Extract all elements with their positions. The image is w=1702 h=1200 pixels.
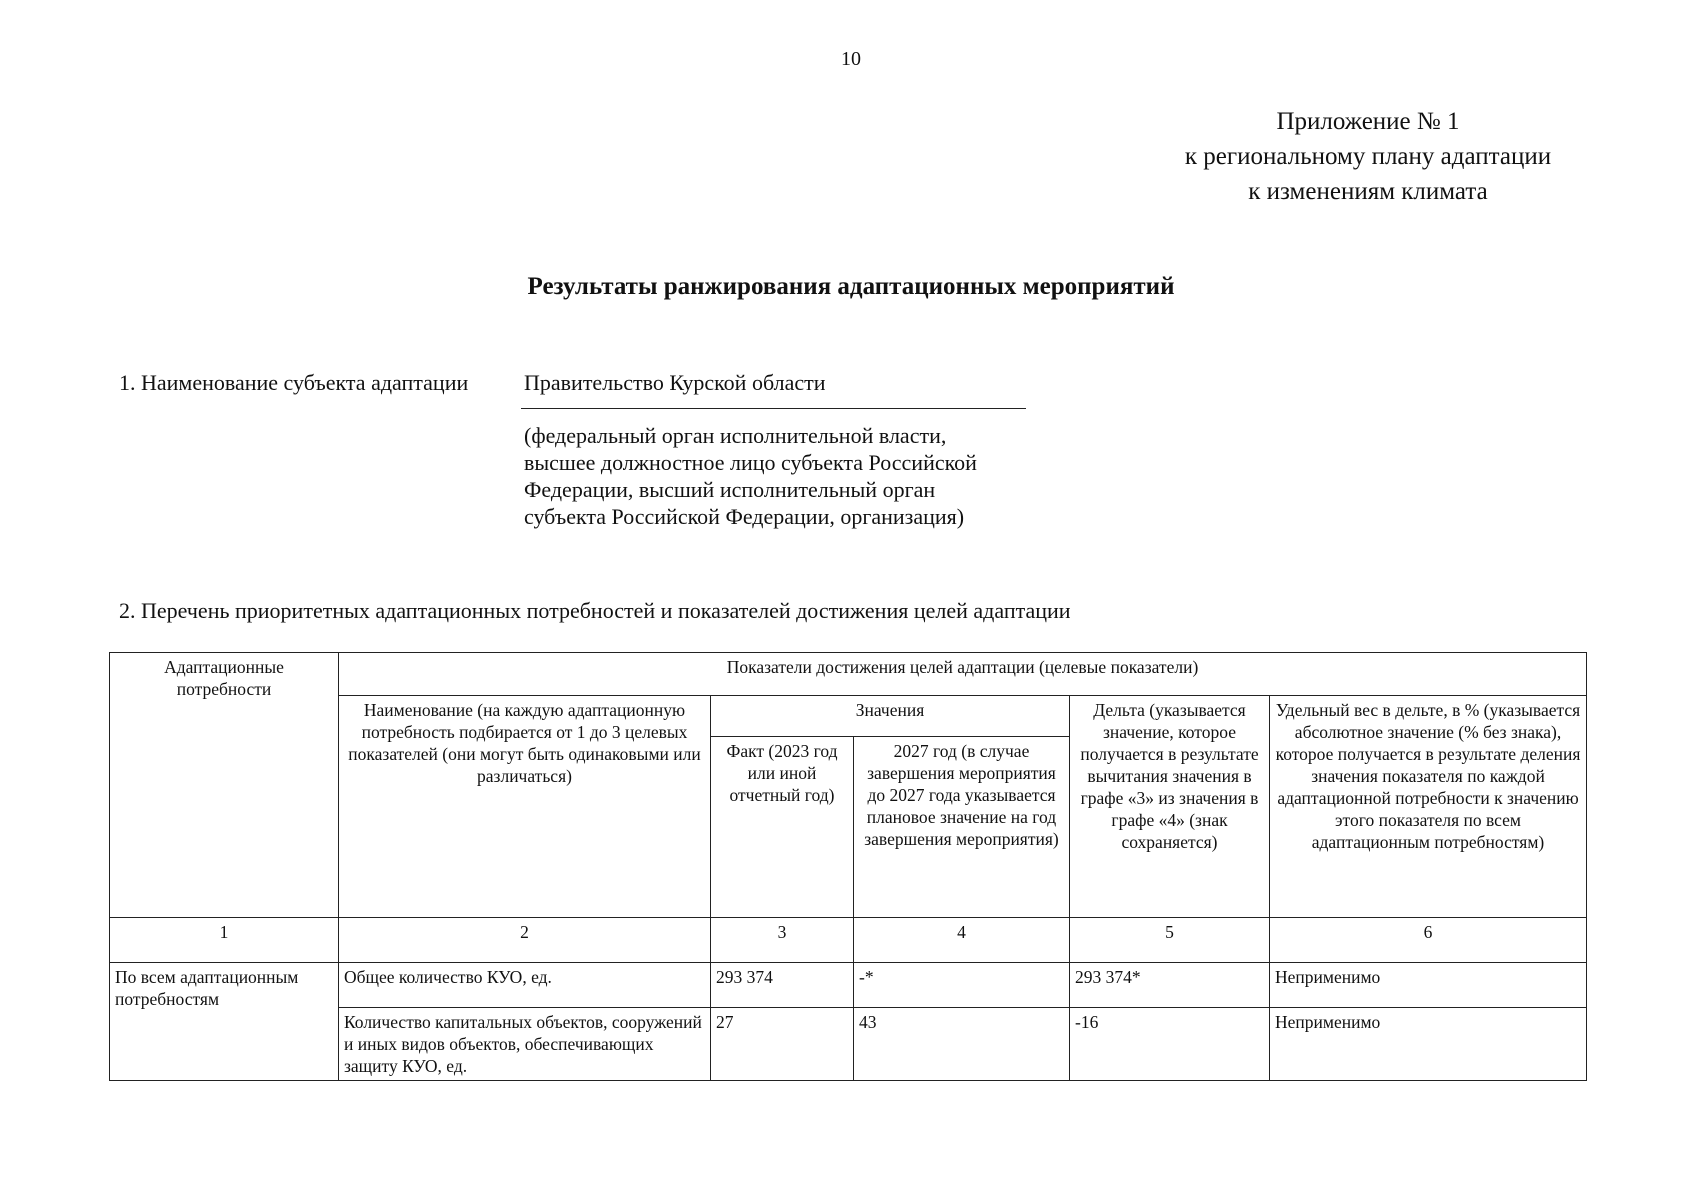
column-number: 3 bbox=[711, 918, 854, 963]
document-title: Результаты ранжирования адаптационных мероприятий bbox=[527, 273, 1175, 300]
fact-value-cell: 27 bbox=[711, 1008, 854, 1081]
table-row bbox=[110, 963, 1587, 1008]
header-weight: Удельный вес в дельте, в % (указывается абсолютное значение (% без знака), которое получается в результате деления значения показателя по каждой адаптационной потребности к значению этого показателя по всем адаптационным потребностям) bbox=[1270, 696, 1587, 918]
appendix-header bbox=[1138, 104, 1598, 209]
subject-value: Правительство Курской области bbox=[524, 370, 826, 395]
page-number: 10 bbox=[841, 48, 861, 70]
weight-value-cell: Неприменимо bbox=[1270, 1008, 1587, 1081]
header-adaptation-needs: Адаптационные потребности bbox=[110, 653, 339, 918]
plan-value-cell: 43 bbox=[854, 1008, 1070, 1081]
indicators-table bbox=[109, 652, 1587, 1081]
column-number: 4 bbox=[854, 918, 1070, 963]
indicator-name-cell: Количество капитальных объектов, сооружений и иных видов объектов, обеспечивающих защиту КУО, ед. bbox=[339, 1008, 711, 1081]
header-fact: Факт (2023 год или иной отчетный год) bbox=[711, 737, 854, 918]
subject-underline bbox=[521, 408, 1026, 409]
section-needs-heading: 2. Перечень приоритетных адаптационных потребностей и показателей достижения целей адаптации bbox=[119, 598, 1071, 623]
delta-value-cell: 293 374* bbox=[1070, 963, 1270, 1008]
appendix-line-3: к изменениям климата bbox=[1248, 178, 1488, 205]
column-numbers-row bbox=[110, 918, 1587, 963]
delta-value-cell: -16 bbox=[1070, 1008, 1270, 1081]
plan-value-cell: -* bbox=[854, 963, 1070, 1008]
weight-value-cell: Неприменимо bbox=[1270, 963, 1587, 1008]
fact-value-cell: 293 374 bbox=[711, 963, 854, 1008]
column-number: 6 bbox=[1270, 918, 1587, 963]
header-delta: Дельта (указывается значение, которое получается в результате вычитания значения в графе «3» из значения в графе «4» (знак сохраняется) bbox=[1070, 696, 1270, 918]
header-indicator-name: Наименование (на каждую адаптационную потребность подбирается от 1 до 3 целевых показателей (они могут быть одинаковыми или различаться) bbox=[339, 696, 711, 918]
appendix-line-2: к региональному плану адаптации bbox=[1184, 143, 1552, 170]
adaptation-need-cell: По всем адаптационным потребностям bbox=[110, 963, 339, 1081]
subject-note: (федеральный орган исполнительной власти, высшее должностное лицо субъекта Российской Федерации, высший исполнительный орган субъекта Российской Федерации, организация) bbox=[524, 423, 977, 529]
header-plan-2027: 2027 год (в случае завершения мероприятия до 2027 года указывается плановое значение на год завершения мероприятия) bbox=[854, 737, 1070, 918]
appendix-line-1: Приложение № 1 bbox=[1276, 108, 1460, 135]
column-number: 5 bbox=[1070, 918, 1270, 963]
subject-label: 1. Наименование субъекта адаптации bbox=[119, 370, 469, 395]
indicator-name-cell: Общее количество КУО, ед. bbox=[339, 963, 711, 1008]
column-number: 1 bbox=[110, 918, 339, 963]
header-values-group: Значения bbox=[711, 696, 1070, 737]
column-number: 2 bbox=[339, 918, 711, 963]
header-indicators-group: Показатели достижения целей адаптации (целевые показатели) bbox=[339, 653, 1587, 696]
